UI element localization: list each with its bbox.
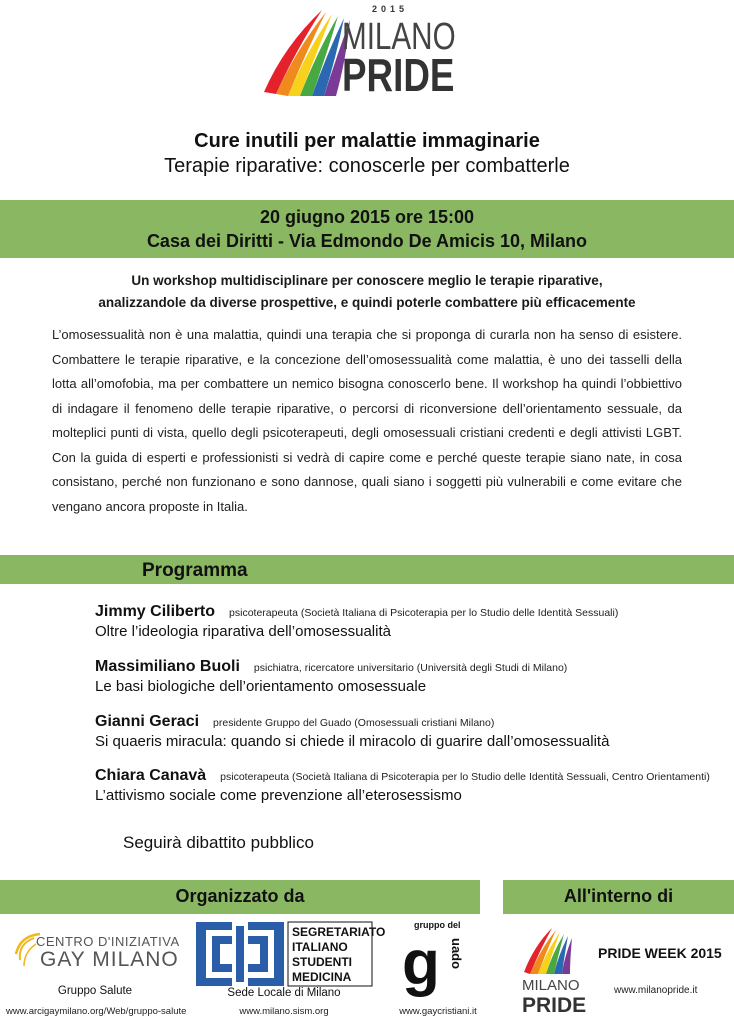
speaker-role: presidente Gruppo del Guado (Omosessuali cristiani Milano) <box>213 717 495 729</box>
speaker-item <box>95 603 715 640</box>
logo-word-pride: PRIDE <box>342 49 455 101</box>
event-date: 20 giugno 2015 ore 15:00 <box>259 207 475 227</box>
cig-logo-line2: GAY MILANO <box>40 948 179 971</box>
sism-logo <box>196 922 386 986</box>
speaker-role: psicoterapeuta (Società Italiana di Psicoterapia per lo Studio delle Identità Sessuali, Centro Orientamenti) <box>220 771 710 783</box>
sism-sub: Sede Locale di Milano <box>227 987 341 999</box>
speaker-talk: L’attivismo sociale come prevenzione all’eterosessismo <box>95 787 462 804</box>
sism-word: ITALIANO <box>292 940 348 954</box>
cig-group-name: Gruppo Salute <box>57 985 133 997</box>
pride-url-link[interactable]: www.milanopride.it <box>614 985 698 996</box>
speaker-role: psichiatra, ricercatore universitario (Università degli Studi di Milano) <box>253 662 568 674</box>
speaker-role: psicoterapeuta (Società Italiana di Psicoterapia per lo Studio delle Identità Sessuali) <box>229 607 619 619</box>
lead-line-2: analizzandole da diverse prospettive, e quindi poterle combattere più efficacemente <box>98 295 636 310</box>
speaker-talk: Le basi biologiche dell’orientamento omosessuale <box>95 678 427 695</box>
sism-word: MEDICINA <box>292 970 352 984</box>
description-paragraph: L’omosessualità non è una malattia, quindi una terapia che si proponga di curarla non ha senso di esistere. Combattere le terapie riparative, e la concezione dell’omosessualità come malattia, è uno dei tasselli della lotta all’omofobia, ma per combattere un nemico bisogna conoscerlo bene. Il workshop ha quindi l’obbiettivo di indagare il fenomeno delle terapie riparative, o percorsi di riconversione dell’orientamento sessuale, da molteplici punti di vista, quello degli psicoterapeuti, degli omosessuali cristiani credenti e degli attivisti LGBT. Con la guida di esperti e professionisti si vedrà di capire come e perché queste terapie siano nate, in cosa consistano, perché non funzionano e sono dannose, quali siano i soggetti più vulnerabili e come evitare che vengano ancora proposte in Italia. <box>52 327 682 514</box>
guado-logo <box>400 918 472 998</box>
speaker-item <box>95 658 715 695</box>
logo-year: 2015 <box>372 4 409 14</box>
organizers-title: Organizzato da <box>175 886 305 906</box>
guado-top: gruppo del <box>414 920 461 930</box>
speaker-talk: Oltre l’ideologia riparativa dell’omosessualità <box>95 623 391 640</box>
speaker-name: Gianni Geraci <box>95 713 200 730</box>
sism-url-link[interactable]: www.milano.sism.org <box>239 1006 329 1017</box>
guado-g: g <box>402 929 440 998</box>
speaker-item <box>95 767 715 804</box>
sism-word: STUDENTI <box>292 955 352 969</box>
guado-letters: uado <box>449 938 464 970</box>
guado-url-link[interactable]: www.gaycristiani.it <box>399 1006 477 1017</box>
speaker-name: Jimmy Ciliberto <box>95 603 216 620</box>
page-title: Cure inutili per malattie immaginarie <box>194 130 540 152</box>
cig-url-link[interactable]: www.arcigaymilano.org/Web/gruppo-salute <box>6 1006 187 1017</box>
page-subtitle: Terapie riparative: conoscerle per combatterle <box>164 155 570 177</box>
public-debate-note: Seguirà dibattito pubblico <box>123 833 314 852</box>
program-bar <box>0 555 734 584</box>
cig-logo-line1: CENTRO D'INIZIATIVA <box>36 934 180 949</box>
speaker-name: Massimiliano Buoli <box>95 658 240 675</box>
speaker-item <box>95 713 715 750</box>
pride-week-title: PRIDE WEEK 2015 <box>598 945 722 961</box>
speaker-name: Chiara Canavà <box>95 767 207 784</box>
lead-line-1: Un workshop multidisciplinare per conoscere meglio le terapie riparative, <box>131 273 603 288</box>
program-title: Programma <box>142 560 248 581</box>
small-logo-pride: PRIDE <box>522 994 587 1017</box>
logo-word-milano: MILANO <box>342 16 456 58</box>
sism-word: SEGRETARIATO <box>292 925 386 939</box>
milano-pride-small-logo <box>520 924 587 1017</box>
event-place: Casa dei Diritti - Via Edmondo De Amicis 10, Milano <box>146 231 588 251</box>
small-logo-milano: MILANO <box>522 977 580 994</box>
speaker-talk: Si quaeris miracula: quando si chiede il miracolo di guarire dall’omosessualità <box>95 733 610 750</box>
inside-title: All'interno di <box>563 886 674 906</box>
